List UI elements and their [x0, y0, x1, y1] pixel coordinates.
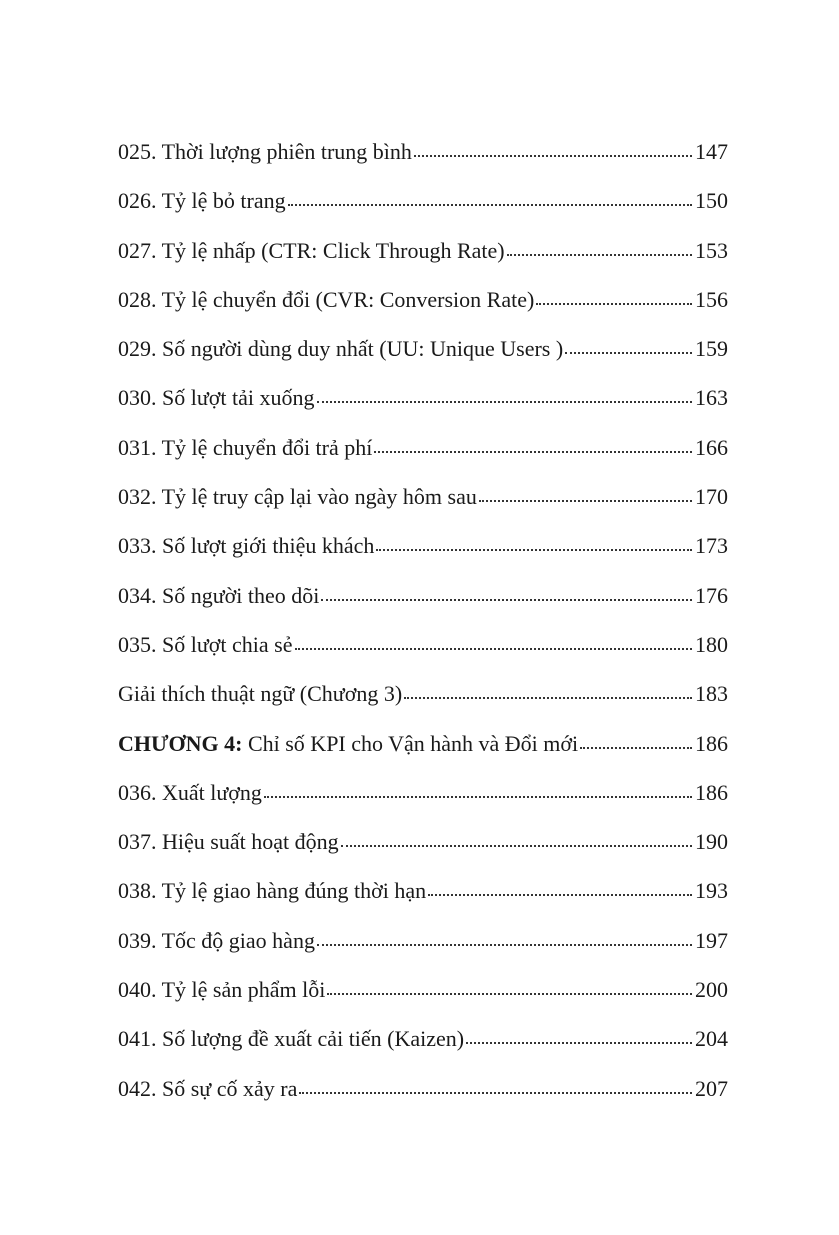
toc-entry-title: 040. Tỷ lệ sản phẩm lỗi — [118, 977, 326, 1003]
toc-entry-title: 037. Hiệu suất hoạt động — [118, 829, 339, 855]
toc-entry — [118, 135, 728, 184]
toc-entry-title: 027. Tỷ lệ nhấp (CTR: Click Through Rate) — [118, 237, 505, 263]
table-of-contents — [118, 135, 728, 1121]
toc-page-number: 163 — [695, 385, 728, 411]
toc-entry-title: 032. Tỷ lệ truy cập lại vào ngày hôm sau — [118, 484, 477, 510]
toc-entry — [118, 973, 728, 1022]
toc-entry-title: 034. Số người theo dõi — [118, 582, 320, 608]
toc-entry — [118, 628, 728, 677]
toc-page-number: 180 — [695, 631, 728, 657]
toc-entry — [118, 924, 728, 973]
toc-entry-title: 042. Số sự cố xảy ra — [118, 1075, 298, 1101]
dot-leader — [295, 632, 693, 652]
toc-page-number: 197 — [695, 927, 728, 953]
toc-page-number: 200 — [695, 977, 728, 1003]
toc-page-number: 190 — [695, 829, 728, 855]
toc-page-number: 156 — [695, 286, 728, 312]
toc-page-number: 186 — [695, 779, 728, 805]
toc-entry — [118, 283, 728, 332]
dot-leader — [317, 385, 692, 405]
toc-entry — [118, 480, 728, 529]
toc-page-number: 183 — [695, 681, 728, 707]
dot-leader — [580, 731, 692, 751]
toc-entry-title: 039. Tốc độ giao hàng — [118, 927, 315, 953]
toc-entry-title: 025. Thời lượng phiên trung bình — [118, 139, 412, 164]
toc-entry-title: Giải thích thuật ngữ (Chương 3) — [118, 681, 403, 707]
dot-leader — [466, 1026, 692, 1046]
dot-leader — [507, 238, 692, 258]
dot-leader — [341, 829, 692, 849]
toc-entry-title: 033. Số lượt giới thiệu khách — [118, 533, 375, 559]
toc-chapter-title — [118, 727, 578, 761]
toc-page-number: 176 — [695, 582, 728, 608]
toc-page-number: 207 — [695, 1075, 728, 1101]
chapter-name: Chỉ số KPI cho Vận hành và Đổi mới — [247, 730, 579, 756]
dot-leader — [565, 336, 692, 356]
toc-entry — [118, 825, 728, 874]
toc-entry-title: 036. Xuất lượng — [118, 779, 262, 805]
dot-leader — [428, 878, 692, 898]
toc-entry-title: 035. Số lượt chia sẻ — [118, 631, 293, 657]
toc-entry — [118, 529, 728, 578]
toc-entry — [118, 184, 728, 233]
toc-page-number: 150 — [695, 188, 728, 214]
toc-entry-title: 029. Số người dùng duy nhất (UU: Unique Users ) — [118, 336, 564, 362]
dot-leader — [288, 188, 692, 208]
toc-page-number: 173 — [695, 533, 728, 559]
toc-entry — [118, 579, 728, 628]
toc-entry-title: 028. Tỷ lệ chuyển đổi (CVR: Conversion Rate) — [118, 286, 535, 312]
toc-entry — [118, 431, 728, 480]
toc-page-number: 186 — [695, 730, 728, 756]
toc-chapter-heading — [118, 727, 728, 776]
toc-entry — [118, 776, 728, 825]
toc-entry — [118, 677, 728, 726]
toc-entry-title: 038. Tỷ lệ giao hàng đúng thời hạn — [118, 878, 427, 904]
toc-page-number: 170 — [695, 484, 728, 510]
toc-page-number: 147 — [695, 139, 728, 164]
toc-entry-title: 026. Tỷ lệ bỏ trang — [118, 188, 286, 214]
toc-entry-title: 030. Số lượt tải xuống — [118, 385, 315, 411]
dot-leader — [404, 681, 692, 701]
toc-page-number: 204 — [695, 1026, 728, 1052]
dot-leader — [376, 533, 692, 553]
toc-entry — [118, 234, 728, 283]
dot-leader — [264, 780, 692, 800]
dot-leader — [536, 287, 692, 307]
toc-page-number: 166 — [695, 434, 728, 460]
toc-page-number: 193 — [695, 878, 728, 904]
toc-entry — [118, 381, 728, 430]
dot-leader — [299, 1076, 692, 1096]
dot-leader — [321, 583, 692, 603]
toc-entry — [118, 1022, 728, 1071]
toc-entry-title: 041. Số lượng đề xuất cải tiến (Kaizen) — [118, 1026, 465, 1052]
toc-page-number: 159 — [695, 336, 728, 362]
toc-entry-title: 031. Tỷ lệ chuyển đổi trả phí — [118, 434, 373, 460]
dot-leader — [317, 928, 692, 948]
dot-leader — [374, 435, 692, 455]
dot-leader — [327, 977, 692, 997]
dot-leader — [479, 484, 692, 504]
chapter-label: CHƯƠNG 4: — [118, 730, 243, 756]
toc-entry — [118, 874, 728, 923]
dot-leader — [414, 139, 692, 159]
toc-entry — [118, 332, 728, 381]
toc-page-number: 153 — [695, 237, 728, 263]
toc-entry — [118, 1072, 728, 1121]
